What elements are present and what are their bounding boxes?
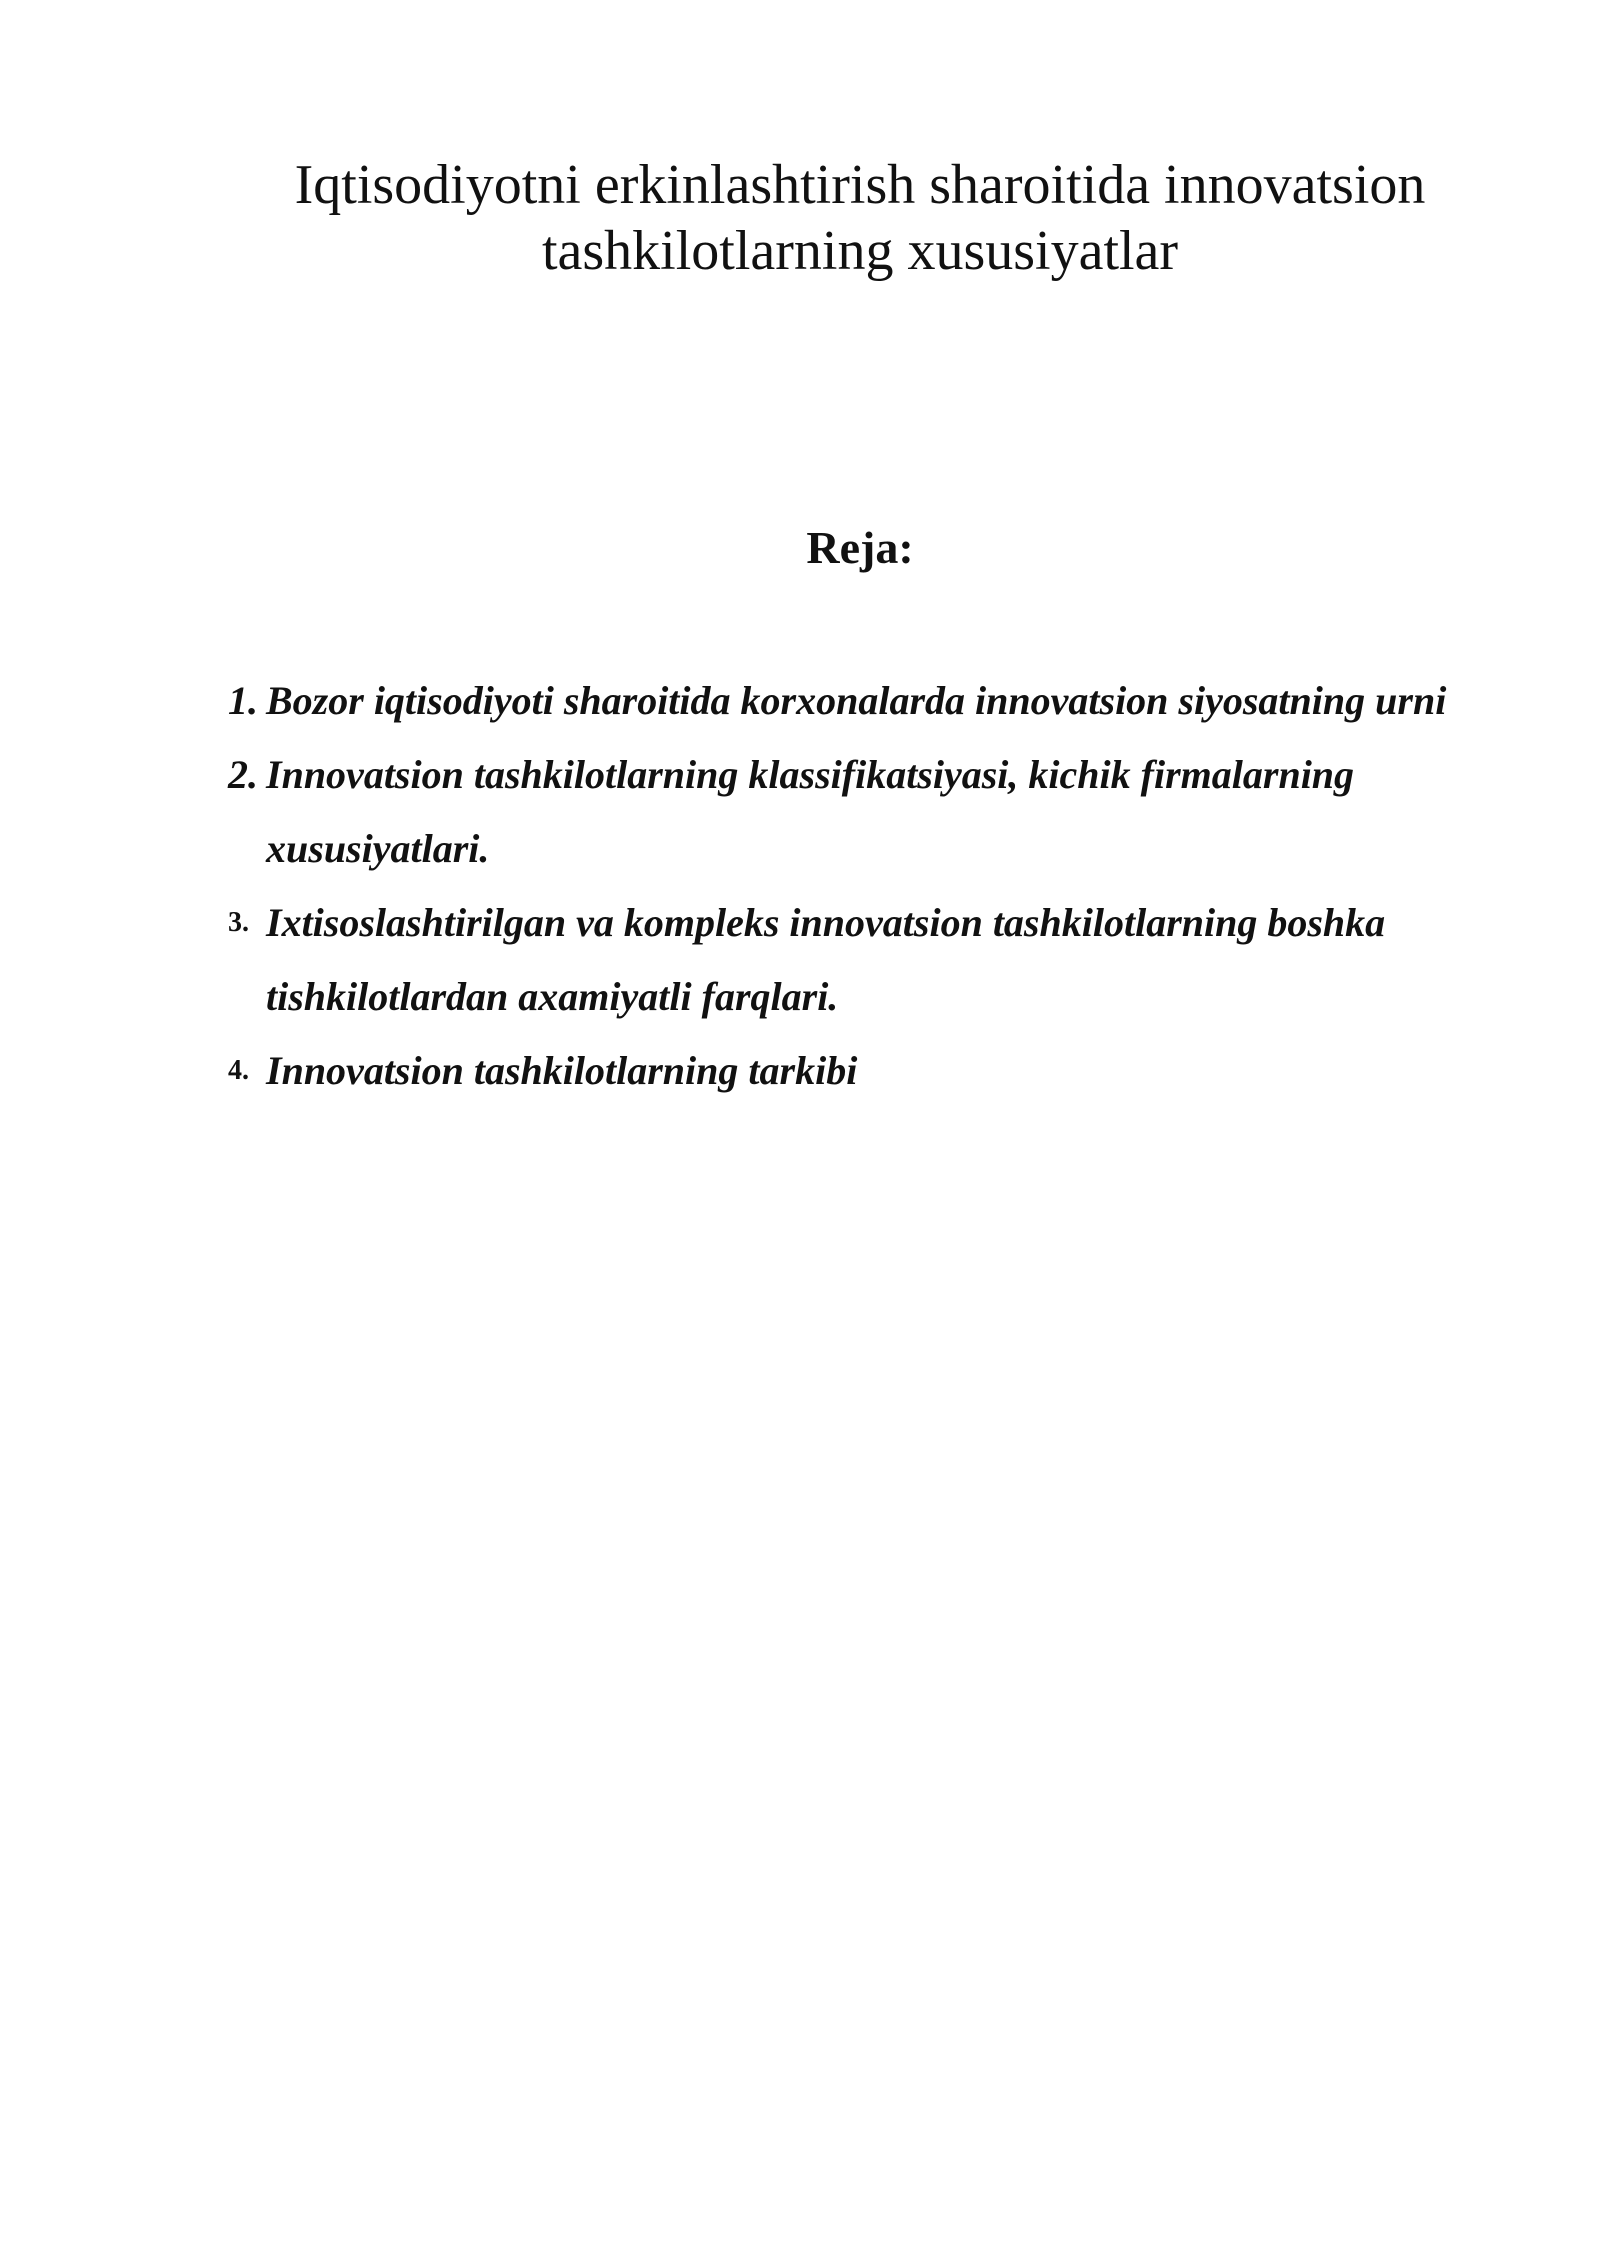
plan-item-text: Ixtisoslashtirilgan va kompleks innovatsion tashkilotlarning boshka tishkilotlardan axamiyatli farqlari. bbox=[266, 900, 1386, 1019]
plan-item-text: Bozor iqtisodiyoti sharoitida korxonalarda innovatsion siyosatning urni bbox=[266, 678, 1447, 723]
plan-list bbox=[228, 664, 1528, 1108]
plan-item-text: Innovatsion tashkilotlarning klassifikatsiyasi, kichik firmalarning xususiyatlari. bbox=[266, 752, 1355, 871]
plan-item-number: 3. bbox=[228, 907, 249, 938]
plan-item-number: 4. bbox=[228, 1055, 249, 1086]
plan-item-3 bbox=[228, 886, 1528, 1034]
plan-item-number: 2. bbox=[228, 752, 258, 797]
plan-item-4 bbox=[228, 1034, 1528, 1108]
document-title: Iqtisodiyotni erkinlashtirish sharoitida innovatsion tashkilotlarning xususiyatlar bbox=[294, 154, 1426, 282]
plan-item-2 bbox=[228, 738, 1528, 886]
plan-item-1 bbox=[228, 664, 1528, 738]
plan-item-text: Innovatsion tashkilotlarning tarkibi bbox=[266, 1048, 858, 1093]
plan-heading: Reja: bbox=[806, 522, 914, 573]
plan-item-number: 1. bbox=[228, 678, 258, 723]
